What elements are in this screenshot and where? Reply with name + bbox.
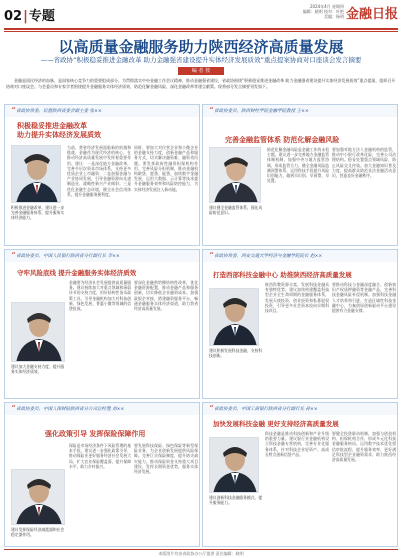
newspaper-logo: 金融日报 [345, 7, 398, 22]
speaker-byline: “ 省政协委员、中国人民银行陕西省分行副行长 李×× [5, 250, 199, 262]
article-headline: 以高质量金融服务助力陕西经济高质量发展 [58, 38, 344, 56]
speaker-byline: “ 省政协委员、中国工商银行陕西省分行副行长 孙×× [203, 403, 397, 415]
body-column-1: 金融要为经济社会发展提供高质量服务。建议持续加大对重点领域和薄弱环节的支持力度，用好结构性货币政策工具，引导金融机构加大对科技创新、绿色发展、普惠小微等领域的信贷投放。 [69, 280, 131, 312]
body-column-2: 要加强对地方法人金融机构的监管，推动中小银行改革化险，完善公司治理结构。稳妥处置重点领域风险，防止风险交叉传染。加大金融知识普及力度，提高群众防范非法金融活动意识，营造良好金融秩序。 [332, 147, 396, 179]
photo-caption: 建议积极发展科技金融，支持科技创新。 [209, 348, 263, 358]
editor-note-text: 金融是国民经济的血脉，是国家核心竞争力的重要组成部分。为贯彻落实中央金融工作会议精神，推动金融强省建设，省政协围绕“积极稳妥推进金融改革 助力金融强省建设提升实体经济发展质效”重点提案，组织召开协商对口座谈会。与会委员和专家学者围绕提升金融服务实体经济质效、防范化解金融风险、深化金融改革等建言献策。现将部分发言摘要刊发如下。 [6, 78, 396, 89]
speaker-byline: “ 省政协常委、民盟陕西省委会副主委 张×× [5, 105, 199, 117]
speaker-photo [209, 437, 259, 493]
photo-caption: 建议加大金融支持力度，提升服务实体经济质效。 [11, 364, 65, 374]
photo-caption: 积极推进金融改革，建议进一步完善金融服务体系，提升服务实体经济能力。 [11, 205, 65, 220]
photo-caption: 建议健全金融监管体系，强化风险防范意识。 [209, 205, 263, 215]
speaker-photo [11, 469, 65, 525]
speech-card-4 [202, 249, 398, 399]
body-column-1: 当前，我省经济发展面临新的机遇和挑战，金融作为现代经济的核心，在推动经济高质量发展中发挥着重要作用。建议：一是深化地方金融改革，完善多层次资本市场体系，支持更多优质企业上市融资；二是加强金融与产业协同发展，引导金融资源向先进制造业、战略性新兴产业倾斜；三是优化金融生态环境，健全社会信用体系，提升金融服务便利度。 [67, 145, 131, 197]
issue-date: 2024年4月 星期四 [310, 4, 344, 9]
portrait-icon [12, 146, 61, 203]
masthead-rule [4, 28, 398, 30]
issue-meta [264, 4, 344, 19]
speech-card-3 [4, 249, 200, 399]
masthead [4, 3, 398, 29]
portrait-icon [210, 289, 259, 346]
speaker-photo [11, 145, 61, 203]
speech-card-2 [202, 104, 398, 246]
card-title-line1: 积极稳妥推进金融改革 [17, 122, 87, 130]
speaker-photo [209, 147, 261, 203]
body-column-1: 科技金融是推动科技创新和产业升级的重要力量。建议银行业金融机构设立科技金融专营机构，完善专业化服务体系，针对科技企业轻资产、高成长特点创新信贷产品。 [265, 431, 329, 457]
page-footer: 本版图片均由省政协办公厅提供 责任编辑：晓明 [158, 551, 244, 556]
portrait-icon [210, 148, 261, 203]
body-column-2: 同时，要加大对民营企业和小微企业的金融支持力度，创新金融产品和服务方式，切实解决融资难、融资贵问题。要发挥政府性融资担保机构作用，完善风险分担机制，推动金融机构敢贷、愿贷、能贷。加快数字金融发展，运用大数据、云计算等技术提升金融服务效率和风险防控能力，为实体经济发展注入新动能。 [134, 145, 198, 192]
card-title: 加快发展科技金融 更好支持经济高质量发展 [213, 420, 339, 428]
body-column-2: 要深化金融供给侧结构性改革，优化金融资源配置，推动金融产品和服务创新，切实降低企业融资成本。加强政银企对接，搭建融资服务平台，畅通金融服务实体经济渠道，助力我省经济高质量发展。 [134, 280, 198, 312]
editor-note-badge: 编 者 按 [178, 67, 224, 75]
page-tab-divider: | [23, 9, 28, 24]
body-column-1: 防范化解金融风险是金融工作的永恒主题。建议进一步完善地方金融监管体制机制，加强中央与地方监管协调，形成监管合力。健全金融风险监测预警体系，运用科技手段提升风险识别能力，做到早识别、早预警、早处置。 [267, 147, 329, 184]
article-subheadline: ——省政协“积极稳妥推进金融改革 助力金融强省建设提升实体经济发展质效”重点提案协商对口座谈会发言摘要 [40, 56, 362, 64]
page-tab [4, 5, 55, 24]
designer-credit: 美编：杨明 [324, 14, 344, 19]
speech-card-5 [4, 402, 200, 547]
card-title: 强化政策引导 发挥保险保障作用 [45, 430, 146, 438]
speaker-photo [11, 302, 65, 362]
footer-rule [4, 549, 398, 550]
section-name: 专题 [28, 9, 55, 24]
photo-caption: 建议发挥保险经济减震器和社会稳定器作用。 [11, 527, 65, 537]
card-title: 打造西部科技金融中心 助推陕西经济高质量发展 [213, 271, 352, 279]
editor-credit: 编辑：晓明 校对：叶艳 [302, 9, 344, 14]
portrait-icon [12, 303, 65, 362]
speech-card-1 [4, 104, 200, 246]
card-title-line2: 助力提升实体经济发展质效 [17, 131, 101, 139]
speaker-photo [209, 288, 259, 346]
masthead-rule-thin [4, 31, 398, 32]
body-column-1: 陕西科教资源丰富，发展科技金融具有独特优势。建议加快构建覆盖科技型企业全生命周期的金融服务体系，发展天使投资、创业投资和私募股权投资，引导更多社会资本投向早期科技项目。 [265, 282, 329, 314]
body-column-2: 要推动科技与金融深度融合，创新知识产权质押融资等金融产品，完善科技金融风险补偿机制。加强科技金融人才培养和引进，打造区域性科技金融中心，为秦创原创新驱动平台建设提供有力金融支撑。 [332, 282, 396, 314]
body-column-2: 要发展科技保险、绿色保险等新型保险业务，为企业创新发展提供风险保障。完善巨灾保险制度，提升防灾减灾能力。推动保险资金支持重大项目建设，发挥长期资金优势，服务实体经济发展。 [134, 443, 198, 475]
page-number: 02 [4, 9, 23, 24]
card-title: 完善金融监管体系 防范化解金融风险 [225, 136, 340, 144]
speech-card-6 [202, 402, 398, 547]
portrait-icon [12, 470, 65, 525]
speaker-byline: “ 省政协常委、西安交通大学经济与金融学院院长 赵×× [203, 250, 397, 262]
portrait-icon [210, 438, 259, 493]
body-column-1: 保险是市场经济条件下风险管理的基本手段。建议进一步强化政策引导，推动保险业更好服务经济社会发展大局，扩大农业保险覆盖面，提升保障水平，助力乡村振兴。 [69, 443, 131, 469]
card-title: 守牢风险底线 提升金融服务实体经济质效 [17, 269, 137, 277]
speaker-byline: “ 省政协委员、陕西财经学院金融学院教授 王×× [203, 105, 397, 117]
speaker-byline: “ 省政协委员、中国人保财险陕西省分公司总经理 刘×× [5, 403, 199, 415]
photo-caption: 建议创新科技金融服务模式，提升服务能力。 [209, 495, 263, 505]
body-column-2: 要健全投贷联动机制，加强与创投机构、担保机构合作，形成多元化科技金融服务格局。运用数字技术优化授信审批流程，提升服务效率，更好满足科技型企业融资需求，助力陕西经济高质量发展。 [332, 431, 396, 463]
